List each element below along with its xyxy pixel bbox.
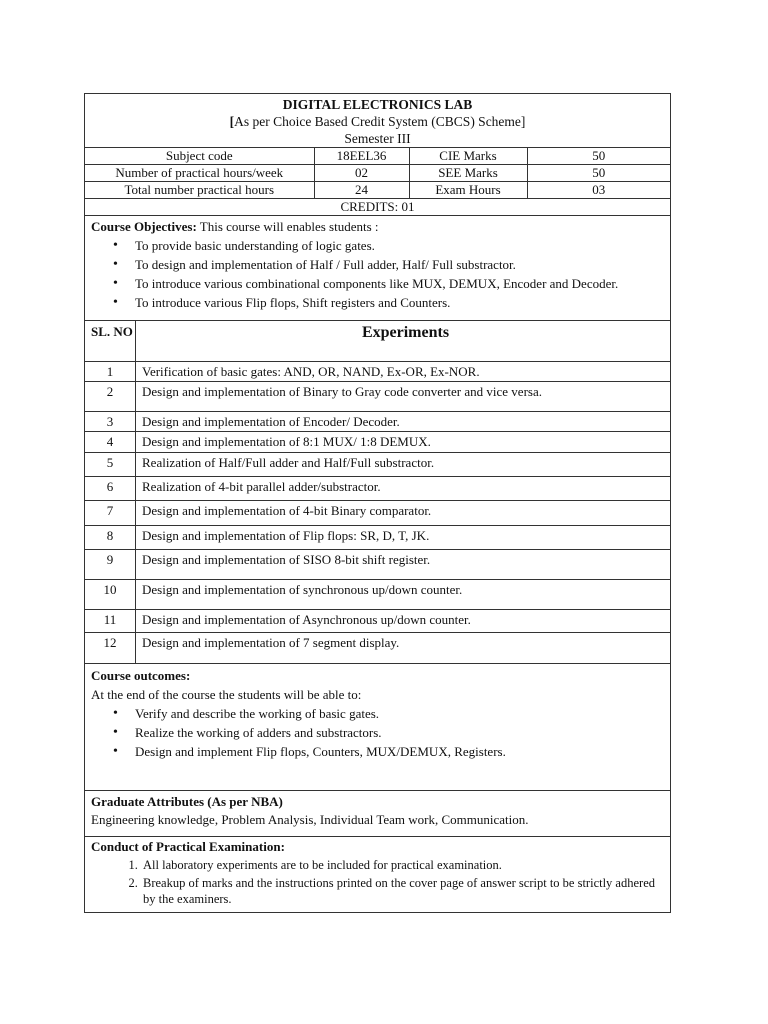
info-cell: SEE Marks	[409, 165, 527, 182]
objective-item: • To introduce various Flip flops, Shift registers and Counters.	[135, 293, 664, 312]
experiment-row	[85, 526, 670, 550]
conduct-item: 1. All laboratory experiments are to be included for practical examination.	[141, 857, 664, 873]
outcomes-intro: At the end of the course the students will be able to:	[91, 687, 362, 702]
info-row	[85, 148, 670, 165]
experiment-description: Design and implementation of 8:1 MUX/ 1:8 DEMUX.	[136, 432, 671, 453]
info-cell: Number of practical hours/week	[85, 165, 314, 182]
experiment-description: Design and implementation of Encoder/ Decoder.	[136, 412, 671, 432]
conduct-item: 2. Breakup of marks and the instructions printed on the cover page of answer script to be strictly adhered by the examiners.	[141, 875, 664, 907]
experiment-row	[85, 382, 670, 412]
objective-item: • To provide basic understanding of logic gates.	[135, 236, 664, 255]
experiment-number: 4	[85, 432, 136, 453]
scheme-line	[85, 113, 670, 130]
objective-item: • To introduce various combinational components like MUX, DEMUX, Encoder and Decoder.	[135, 274, 664, 293]
experiment-description: Verification of basic gates: AND, OR, NAND, Ex-OR, Ex-NOR.	[136, 362, 671, 382]
course-objectives	[85, 216, 670, 321]
objectives-label: Course Objectives:	[91, 219, 197, 234]
info-cell: Exam Hours	[409, 182, 527, 199]
practical-exam-conduct	[85, 837, 670, 912]
experiment-number: 7	[85, 501, 136, 526]
info-cell: CIE Marks	[409, 148, 527, 165]
outcome-item: • Design and implement Flip flops, Counters, MUX/DEMUX, Registers.	[135, 742, 664, 761]
experiment-description: Realization of Half/Full adder and Half/Full substractor.	[136, 453, 671, 477]
experiment-description: Design and implementation of 4-bit Binary comparator.	[136, 501, 671, 526]
experiment-number: 1	[85, 362, 136, 382]
info-row	[85, 165, 670, 182]
info-row	[85, 182, 670, 199]
experiment-row	[85, 412, 670, 432]
experiments-section	[85, 321, 670, 664]
course-outcomes	[85, 664, 670, 791]
experiment-number: 12	[85, 633, 136, 664]
conduct-list	[91, 857, 664, 907]
outcome-item: • Verify and describe the working of basic gates.	[135, 704, 664, 723]
experiment-description: Design and implementation of Asynchronous up/down counter.	[136, 610, 671, 633]
sl-no-header: SL. NO	[85, 321, 136, 362]
experiment-row	[85, 550, 670, 580]
scheme-bracket: [	[229, 114, 235, 129]
experiment-description: Design and implementation of Flip flops: SR, D, T, JK.	[136, 526, 671, 550]
experiment-row	[85, 362, 670, 382]
experiment-row	[85, 633, 670, 664]
experiments-table	[85, 321, 670, 663]
semester-line: Semester III	[344, 131, 411, 146]
objectives-intro: This course will enables students :	[196, 219, 379, 234]
experiment-number: 9	[85, 550, 136, 580]
experiments-header-row	[85, 321, 670, 362]
experiment-row	[85, 432, 670, 453]
conduct-label: Conduct of Practical Examination:	[91, 839, 285, 854]
experiment-number: 2	[85, 382, 136, 412]
experiment-description: Design and implementation of SISO 8-bit shift register.	[136, 550, 671, 580]
info-cell: Total number practical hours	[85, 182, 314, 199]
experiment-number: 3	[85, 412, 136, 432]
outcomes-list	[91, 704, 664, 761]
outcomes-label: Course outcomes:	[91, 668, 191, 683]
info-cell: 03	[527, 182, 670, 199]
experiment-number: 10	[85, 580, 136, 610]
info-cell: 18EEL36	[314, 148, 409, 165]
experiment-description: Design and implementation of synchronous up/down counter.	[136, 580, 671, 610]
experiment-row	[85, 580, 670, 610]
objective-item: • To design and implementation of Half / Full adder, Half/ Full substractor.	[135, 255, 664, 274]
experiment-number: 6	[85, 477, 136, 501]
experiments-title: Experiments	[136, 321, 671, 362]
syllabus-frame	[84, 93, 671, 913]
attributes-label: Graduate Attributes (As per NBA)	[91, 794, 283, 809]
objectives-list	[91, 236, 664, 312]
credits: CREDITS: 01	[85, 198, 670, 215]
objectives-lead	[91, 217, 664, 236]
info-cell: 02	[314, 165, 409, 182]
info-cell: 24	[314, 182, 409, 199]
experiment-number: 8	[85, 526, 136, 550]
experiment-description: Design and implementation of 7 segment display.	[136, 633, 671, 664]
experiment-row	[85, 501, 670, 526]
course-header	[85, 94, 670, 216]
info-cell: 50	[527, 165, 670, 182]
experiment-row	[85, 610, 670, 633]
scheme-text: As per Choice Based Credit System (CBCS) Scheme]	[234, 114, 526, 129]
experiment-row	[85, 453, 670, 477]
graduate-attributes	[85, 791, 670, 837]
info-cell: Subject code	[85, 148, 314, 165]
outcome-item: • Realize the working of adders and substractors.	[135, 723, 664, 742]
course-info-table	[85, 147, 670, 198]
attributes-text: Engineering knowledge, Problem Analysis, Individual Team work, Communication.	[91, 812, 529, 827]
experiment-description: Design and implementation of Binary to Gray code converter and vice versa.	[136, 382, 671, 412]
info-cell: 50	[527, 148, 670, 165]
experiment-row	[85, 477, 670, 501]
course-title: DIGITAL ELECTRONICS LAB	[282, 97, 473, 112]
experiment-number: 5	[85, 453, 136, 477]
experiment-description: Realization of 4-bit parallel adder/substractor.	[136, 477, 671, 501]
experiment-number: 11	[85, 610, 136, 633]
